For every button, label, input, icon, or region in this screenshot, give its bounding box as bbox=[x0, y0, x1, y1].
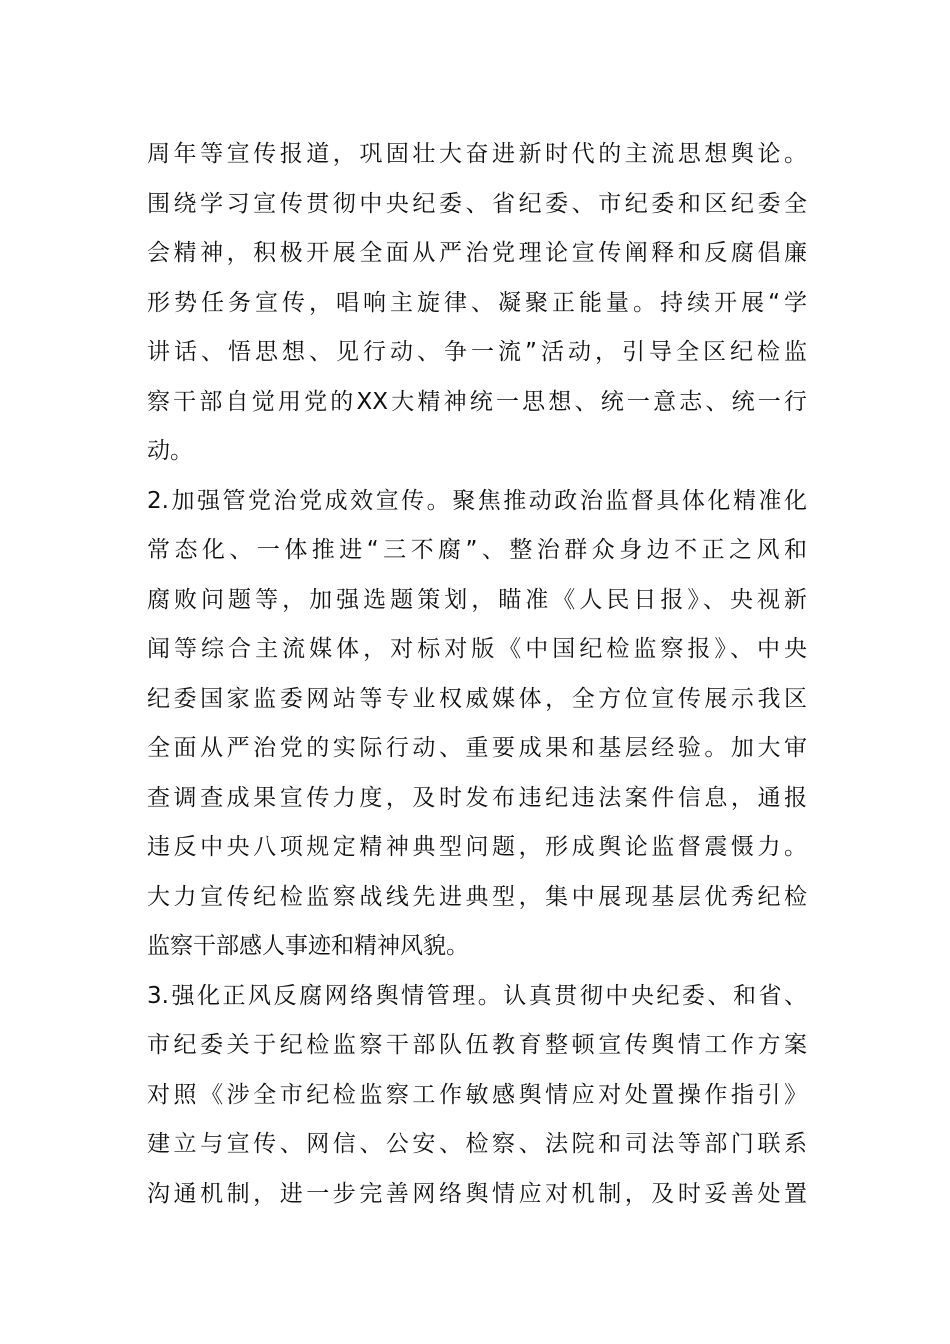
text-line: 纪委国家监委网站等专业权威媒体，全方位宣传展示我区 bbox=[147, 685, 807, 712]
text-line: 形势任务宣传，唱响主旋律、凝聚正能量。持续开展“学 bbox=[147, 289, 807, 316]
text-line: 沟通机制，进一步完善网络舆情应对机制，及时妥善处置 bbox=[147, 1180, 807, 1207]
text-line: 监察干部感人事迹和精神风貌。 bbox=[147, 933, 469, 959]
text-line: 建立与宣传、网信、公安、检察、法院和司法等部门联系 bbox=[147, 1131, 807, 1157]
text-line: 全面从严治党的实际行动、重要成果和基层经验。加大审 bbox=[147, 735, 807, 761]
text-line: 对照《涉全市纪检监察工作敏感舆情应对处置操作指引》 bbox=[147, 1081, 807, 1108]
text-line: 动。 bbox=[147, 438, 193, 464]
text-line: 周年等宣传报道，巩固壮大奋进新时代的主流思想舆论。 bbox=[147, 141, 807, 167]
text-line: 讲话、悟思想、见行动、争一流”活动，引导全区纪检监 bbox=[147, 339, 807, 365]
text-line: 2.加强管党治党成效宣传。聚焦推动政治监督具体化精准化 bbox=[147, 487, 807, 514]
text-line: 会精神，积极开展全面从严治党理论宣传阐释和反腐倡廉 bbox=[147, 240, 807, 266]
body-text bbox=[147, 130, 807, 1219]
text-line: 围绕学习宣传贯彻中央纪委、省纪委、市纪委和区纪委全 bbox=[147, 190, 807, 217]
text-line: 大力宣传纪检监察战线先进典型，集中展现基层优秀纪检 bbox=[147, 883, 807, 910]
text-line: 闻等综合主流媒体，对标对版《中国纪检监察报》、中央 bbox=[147, 636, 807, 662]
text-line: 腐败问题等，加强选题策划，瞄准《人民日报》、央视新 bbox=[147, 586, 807, 613]
text-line: 3.强化正风反腐网络舆情管理。认真贯彻中央纪委、和省、 bbox=[147, 982, 807, 1009]
text-line: 市纪委关于纪检监察干部队伍教育整顿宣传舆情工作方案 bbox=[147, 1032, 807, 1058]
text-line: 察干部自觉用党的XX大精神统一思想、统一意志、统一行 bbox=[147, 388, 807, 415]
text-line: 常态化、一体推进“三不腐”、整治群众身边不正之风和 bbox=[147, 537, 807, 563]
text-line: 查调查成果宣传力度，及时发布违纪违法案件信息，通报 bbox=[147, 784, 807, 811]
text-line: 违反中央八项规定精神典型问题，形成舆论监督震慑力。 bbox=[147, 834, 807, 860]
